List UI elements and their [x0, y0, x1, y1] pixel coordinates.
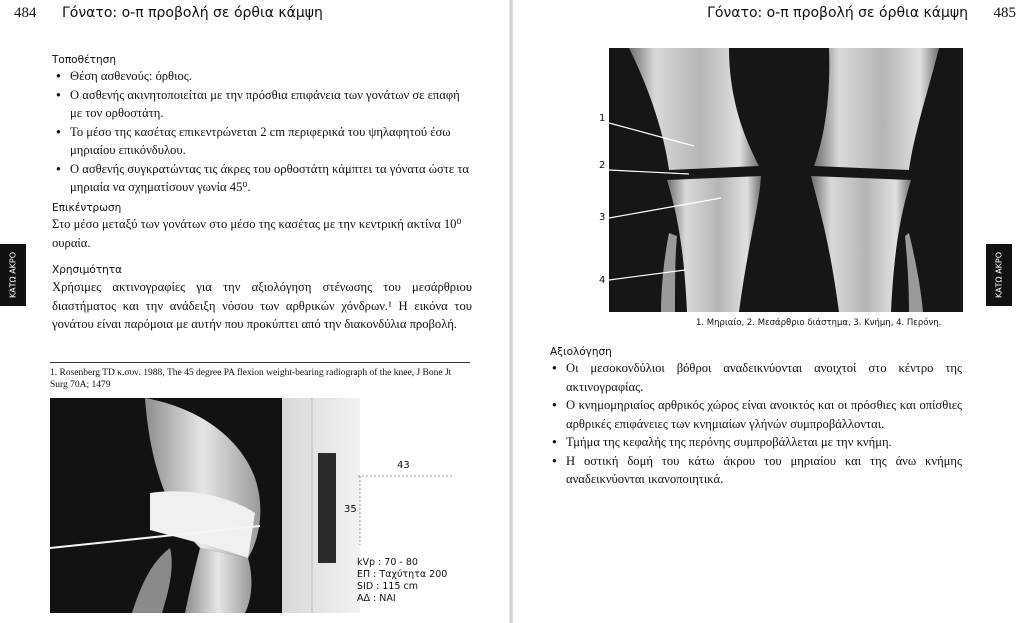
exposure-settings: [357, 557, 447, 605]
footnote: 1. Rosenberg TD κ.συν. 1988, The 45 degree PA flexion weight-bearing radiograph of the knee, J Bone Jt Surg 70A; 1479: [50, 362, 470, 391]
centering-heading: Επικέντρωση: [52, 202, 122, 214]
xray-label-2: 2: [599, 160, 606, 171]
xray-label-3: 3: [599, 212, 606, 223]
evaluation-bullet: ● Η οστική δομή του κάτω άκρου του μηριαίου και της άνω κνήμης αναδεικνύονται ικανοποιητικά.: [550, 452, 962, 489]
positioning-bullet: ● Ο ασθενής ακινητοποιείται με την πρόσθια επιφάνεια των γονάτων σε επαφή με τον ορθοστάτη.: [54, 86, 472, 123]
right-page-number: 485: [993, 5, 1016, 21]
side-tab-label: ΚΑΤΩ ΑΚΡΟ: [994, 251, 1004, 299]
distance-guide-lines: [358, 470, 458, 550]
right-running-title: Γόνατο: ο-π προβολή σε όρθια κάμψη: [707, 5, 968, 21]
evaluation-list: [550, 359, 962, 489]
distance-label-35: 35: [344, 504, 357, 515]
patient-knees-illustration: [50, 398, 360, 613]
exposure-ep: ΕΠ : Ταχύτητα 200: [357, 569, 448, 580]
evaluation-bullet: ● Τμήμα της κεφαλής της περόνης συμπροβάλλεται με την κνήμη.: [550, 433, 962, 452]
left-running-header: [14, 5, 323, 22]
evaluation-bullet: ● Ο κνημομηριαίος αρθρικός χώρος είναι ανοικτός και οι πρόσθιες και οπίσθιες αρθρικές επιφάνειες των κνημιαίων γλήνών συμπροβάλλονται.: [550, 396, 962, 433]
xray-label-1: 1: [599, 113, 606, 124]
left-page-number: 484: [14, 5, 37, 21]
side-tab-right: [986, 244, 1012, 306]
positioning-bullet: ● Ο ασθενής συγκρατώντας τις άκρες του ορθοστάτη κάμπτει τα γόνατα ώστε τα μηριαία να σχηματίσουν γωνία 45⁰.: [54, 160, 472, 197]
positioning-list: [54, 67, 472, 197]
evaluation-bullet: ● Οι μεσοκονδύλιοι βόθροι αναδεικνύονται ανοιχτοί στο κέντρο της ακτινογραφίας.: [550, 359, 962, 396]
xray-label-4: 4: [599, 275, 606, 286]
distance-label-43: 43: [397, 460, 410, 471]
exposure-ad: ΑΔ : ΝΑΙ: [357, 593, 396, 604]
right-running-header: [707, 5, 1016, 22]
xray-caption: 1. Μηριαίο, 2. Μεσάρθριο διάστημα, 3. Κνήμη, 4. Περόνη.: [696, 318, 942, 328]
evaluation-heading: Αξιολόγηση: [550, 346, 612, 358]
side-tab-label: ΚΑΤΩ ΑΚΡΟ: [8, 251, 18, 299]
positioning-bullet: ● Θέση ασθενούς: όρθιος.: [54, 67, 472, 86]
centering-text: Στο μέσο μεταξύ των γονάτων στο μέσο της κασέτας με την κεντρική ακτίνα 10⁰ ουραία.: [52, 217, 462, 250]
usefulness-heading: Χρησιμότητα: [52, 264, 123, 276]
side-tab-left: [0, 244, 26, 306]
positioning-bullet: ● Το μέσο της κασέτας επικεντρώνεται 2 cm περιφερικά του ψηλαφητού έσω μηριαίου επικόνδυλου.: [54, 123, 472, 160]
exposure-kvp: kVp : 70 - 80: [357, 557, 418, 568]
knee-xray-illustration: [609, 48, 963, 312]
knee-xray-image: [609, 48, 963, 312]
usefulness-text: Χρήσιμες ακτινογραφίες για την αξιολόγηση στένωσης του μεσάρθριου διαστήματος και την ανάδειξη νόσου των αρθρικών χόνδρων.¹ Η εικόνα του γονάτου είναι παρόμοια με αυτήν που προκύπτει από την διακονδύλια προβολή.: [52, 280, 472, 331]
positioning-heading: Τοποθέτηση: [52, 54, 116, 66]
exposure-sid: SID : 115 cm: [357, 581, 419, 592]
positioning-photo: [50, 398, 360, 613]
left-running-title: Γόνατο: ο-π προβολή σε όρθια κάμψη: [62, 5, 323, 21]
